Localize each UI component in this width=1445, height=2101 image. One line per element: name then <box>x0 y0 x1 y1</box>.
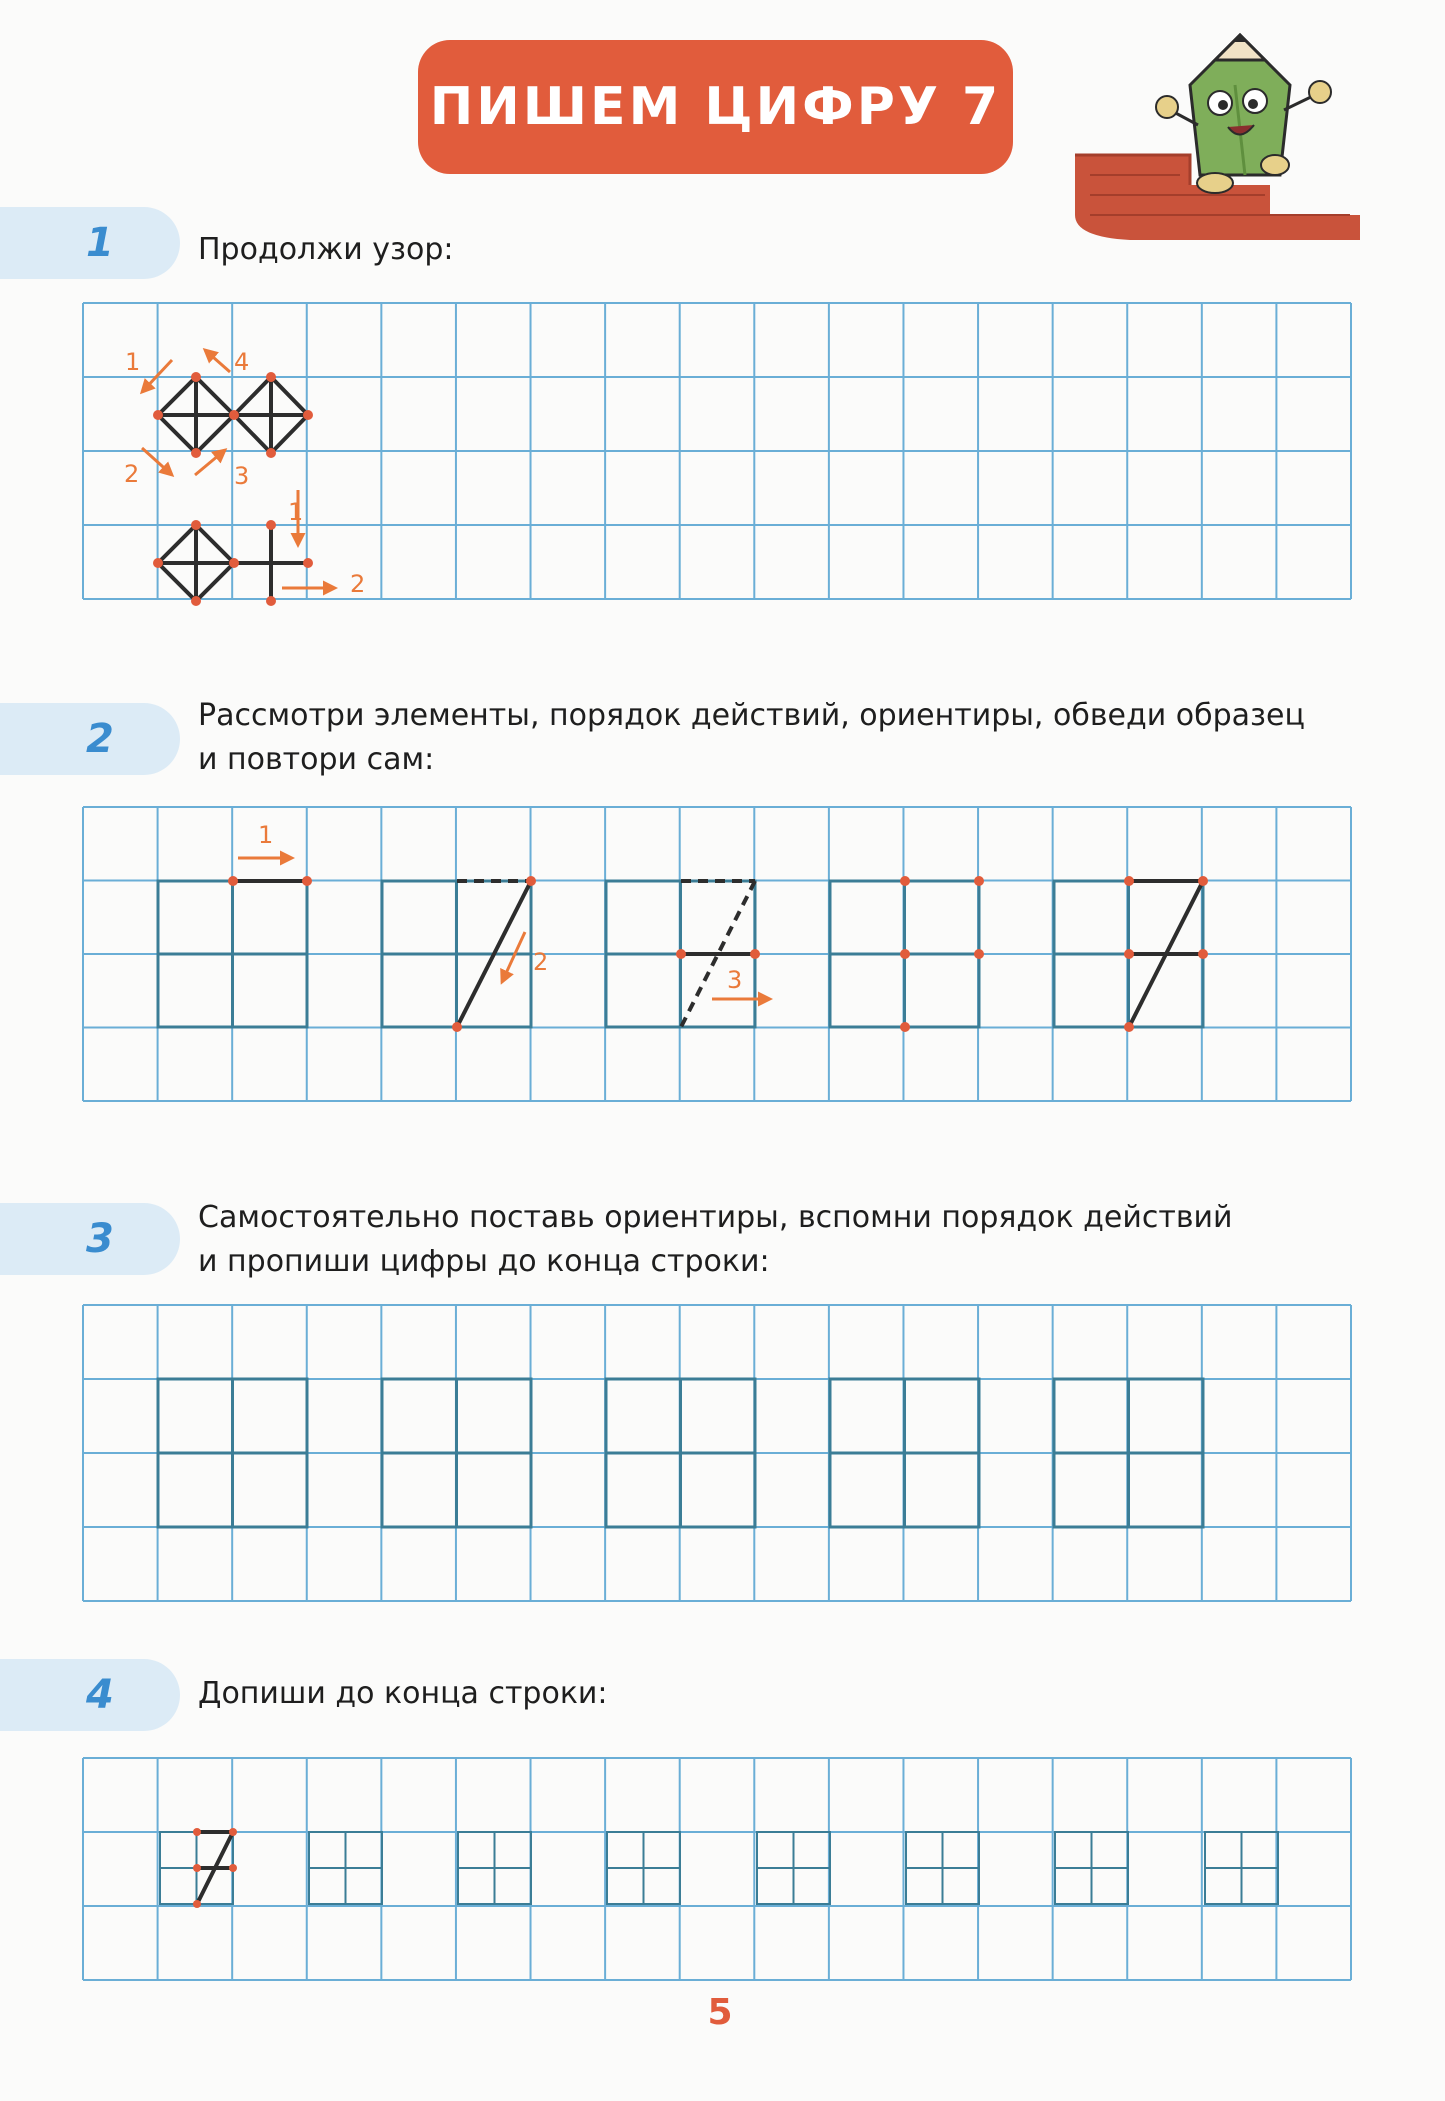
task-3-frame-3 <box>606 1379 755 1527</box>
task-3-number: 3 <box>86 1216 114 1262</box>
task-2-number: 2 <box>86 716 114 762</box>
task-4-frame-2 <box>309 1832 382 1904</box>
task-4-sample-seven <box>193 1828 237 1908</box>
step-label-4a: 4 <box>234 348 250 376</box>
task-3-frame-4 <box>830 1379 979 1527</box>
task-2-line-2: и повтори сам: <box>198 742 435 777</box>
task-4-frame-7 <box>1055 1832 1128 1904</box>
grid-lines <box>83 303 1351 1980</box>
t2-step-label-3: 3 <box>727 966 743 994</box>
step-label-2b: 2 <box>350 570 366 598</box>
task-4-grid <box>83 1758 1351 1980</box>
t2-step-label-2: 2 <box>533 948 549 976</box>
task-3-line-2: и пропиши цифры до конца строки: <box>198 1244 770 1279</box>
step-label-1a: 1 <box>125 348 141 376</box>
task-2-frame-1 <box>158 881 307 1027</box>
task-1-number: 1 <box>86 220 114 266</box>
step-label-1b: 1 <box>288 498 304 526</box>
task-4-instruction: Допиши до конца строки: <box>198 1676 608 1711</box>
task-4-number: 4 <box>86 1672 114 1718</box>
task-2-frame-2 <box>382 881 531 1027</box>
task-4-frame-4 <box>607 1832 680 1904</box>
task-4-cells <box>160 1832 1278 1904</box>
task-3-frame-5 <box>1054 1379 1203 1527</box>
task-4-frame-6 <box>906 1832 979 1904</box>
page-title: ПИШЕМ ЦИФРУ 7 <box>429 77 1002 137</box>
task-1-instruction: Продолжи узор: <box>198 232 454 267</box>
step-label-2a: 2 <box>124 460 140 488</box>
task-3-frame-2 <box>382 1379 531 1527</box>
page-number: 5 <box>707 1992 733 2033</box>
task-4-frame-8 <box>1205 1832 1278 1904</box>
task-2-step-labels <box>258 821 742 994</box>
task-3-line-1: Самостоятельно поставь ориентиры, вспомни порядок действий <box>198 1200 1233 1235</box>
t2-step-label-1: 1 <box>258 821 274 849</box>
task-4-frame-5 <box>757 1832 830 1904</box>
task-2-line-1: Рассмотри элементы, порядок действий, ориентиры, обведи образец <box>198 698 1305 733</box>
task-4-frame-3 <box>458 1832 531 1904</box>
step-label-3a: 3 <box>234 462 250 490</box>
task-3-frame-1 <box>158 1379 307 1527</box>
